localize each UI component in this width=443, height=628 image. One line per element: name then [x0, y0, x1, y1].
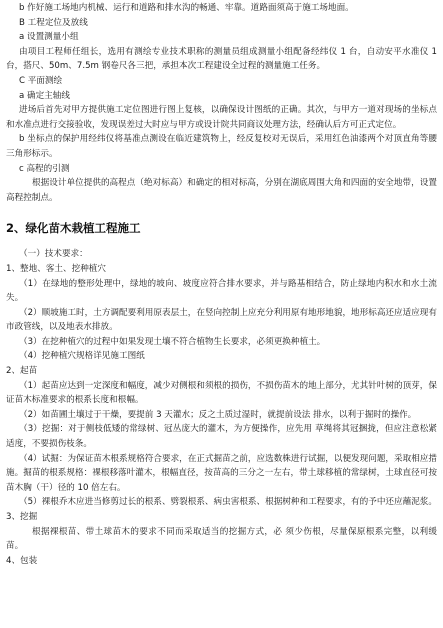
paragraph-digging: 根据裸根苗、带土球苗木的要求不同而采取适当的挖掘方式，必 须少伤根，尽量保原根系完整，以利缓苗。	[6, 526, 437, 552]
paragraph-main-axis: 进场后首先对甲方提供施工定位图进行图上复核，以确保设计图纸的正确。其次，与甲方一道对现场的坐标点和水准点进行交接验收，发现误差过大时应与甲方或设计院共同商议处理方法，经确认后方可正式定位。	[6, 105, 437, 130]
paragraph-site-prep-2: （2）顺坡施工时，土方调配要利用原表层土，在竖向控制上应充分利用原有地形地貌，地形标高还应适应现有市政管线，以及地表水排放。	[6, 307, 437, 333]
item-heading-packaging: 4、包装	[6, 555, 38, 566]
subheading-survey-team: a 设置测量小组	[19, 32, 79, 43]
subheading-main-axis: a 确定主轴线	[19, 90, 70, 101]
paragraph-survey-team: 由项目工程师任组长，选用有测绘专业技术职称的测量员组成测量小组配备经纬仪 1 台，自动安平水准仪 1 台，搭尺、50m、7.5m 钢卷尺各三把，承担本次工程建设全过程的测量施工任务。	[6, 46, 437, 72]
paragraph-road-drainage: b 作好施工场地内机械、运行和道路和排水沟的畅通、牢靠。道路面须高于施工场地面。	[19, 3, 354, 13]
technical-requirements-heading: （一）技术要求：	[19, 249, 88, 260]
paragraph-site-prep-4: （4）挖种植穴规格详见施工图纸	[19, 351, 145, 362]
paragraph-elevation: 根据设计单位提供的高程点（绝对标高）和确定的相对标高，分别在湖底周围大角和四面的安全地带，设置高程控制点。	[6, 178, 437, 203]
item-heading-seedling-lifting: 2、起苗	[6, 366, 38, 377]
item-heading-site-prep: 1、整地、客土、挖种植穴	[6, 263, 106, 274]
paragraph-lifting-1: （1）起苗应达到一定深度和幅度，减少对侧根和须根的损伤，不损伤苗木的地上部分，尤其针叶树的顶芽，保证苗木标准要求的根系长度和根幅。	[6, 380, 437, 406]
heading-positioning: B 工程定位及放线	[19, 17, 88, 28]
paragraph-lifting-2: （2）如苗圃土壤过于干燥，要提前 3 天灌水；反之土质过湿时，就提前设法 排水，以利于掘时的操作。	[19, 409, 417, 420]
paragraph-lifting-5: （5）裸根乔木应进当修剪过长的根系、劈裂根系、病虫害根系、根据树种和工程要求，有的予中还应蘸泥浆。	[19, 497, 437, 508]
heading-plane-survey: C 平面测绘	[19, 75, 63, 86]
item-heading-digging: 3、挖掘	[6, 512, 38, 522]
subheading-elevation: c 高程的引测	[19, 163, 70, 174]
section-title: 2、绿化苗木栽植工程施工	[6, 221, 141, 236]
paragraph-site-prep-3: （3）在挖种植穴的过程中如果发现土壤不符合植物生长要求，必须更换种植土。	[19, 336, 326, 347]
paragraph-lifting-3: （3）挖掘：对于侧枝低矮的常绿树、冠丛庞大的灌木，为方便操作，应先用 草绳将其冠捆拢，但应注意松紧适度，不要损伤枝条。	[6, 424, 437, 450]
paragraph-coordinate-protection: b 坐标点的保护用经纬仪将基准点测设在临近建筑物上，经反复校对无误后，采用红色油漆两个对顶直角等腰三角形标示。	[6, 134, 437, 159]
paragraph-lifting-4: （4）试掘：为保证苗木根系规格符合要求，在正式掘苗之前，应选数株进行试掘，以便发现问题，采取相应措施。掘苗的根系规格：裸根移落叶灌木，根幅直径，按苗高的三分之一左右，带土球移植的常绿树，土球直径可按苗木胸（干）径的 10 倍左右。	[6, 453, 437, 493]
paragraph-site-prep-1: （1）在绿地的整形处理中，绿地的坡向、坡度应符合排水要求，并与路基相结合，防止绿地内积水和水土流失。	[6, 278, 437, 304]
